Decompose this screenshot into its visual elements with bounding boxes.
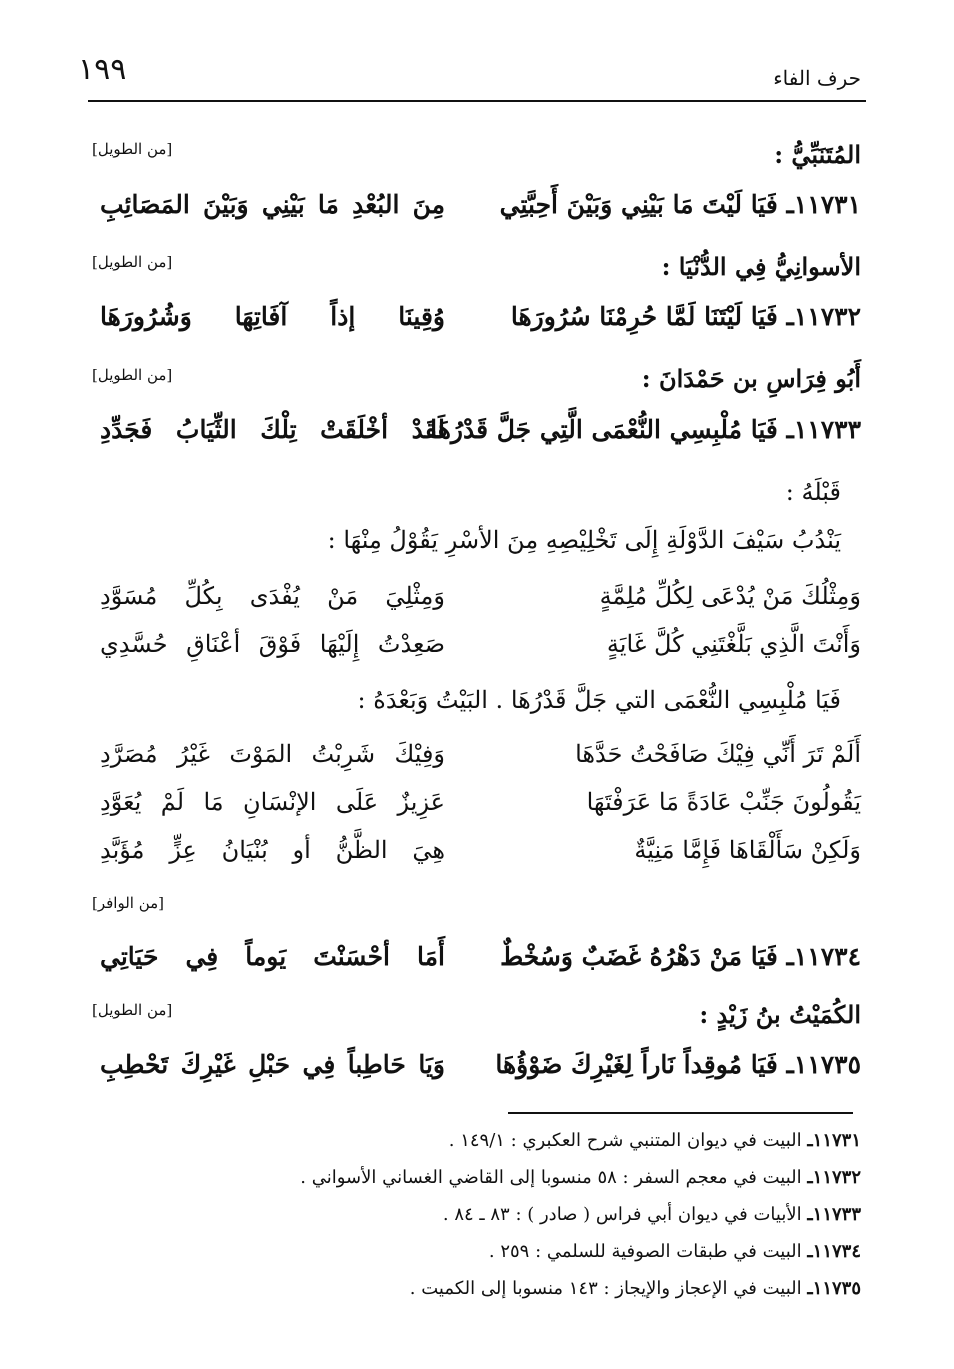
footnote-number: ١١٧٣٢ـ <box>807 1167 861 1188</box>
footnote <box>300 1167 861 1188</box>
context-verse-second: وَمِثْلِيَ مَنْ يُفْدَى بِكُلِّ مُسَوَّدِ <box>100 582 445 610</box>
verse-first-hemistich <box>430 415 861 444</box>
verse-number: ١١٧٣٥ـ <box>786 1050 861 1079</box>
verse-second-hemistich: وُقِينَا إذاً آفَاتِهَا وَشُرُورَهَا <box>100 302 445 331</box>
header-rule <box>88 100 866 102</box>
page-number: ١٩٩ <box>78 52 127 87</box>
context-verse-first: وَمِثْلُكَ مَنْ يُدْعَى لِكُلِّ مُلِمَّةٍ <box>599 582 861 610</box>
verse-first-hemistich <box>511 302 861 331</box>
hemistich-text: فَيَا مُوقِداً نَاراً لِغَيْرِكَ ضَوْؤُهَا <box>495 1050 778 1079</box>
context-verse-second: وَفِيْكَ شَرِبْتُ المَوْتَ غَيْرُ مُصَرَّدِ <box>100 740 445 768</box>
running-title: حرف الفاء <box>773 66 861 90</box>
footnote-separator <box>508 1112 853 1114</box>
hemistich-text: فَيَا مَنْ دَهْرُهُ غَضَبٌ وَسُخْطٌ <box>500 942 778 971</box>
verse-number: ١١٧٣٣ـ <box>786 415 861 444</box>
footnote-text: الأبيات في ديوان أبي فراس ( صادر ) : ٨٣ ـ ٨٤ . <box>442 1204 802 1225</box>
footnote-number: ١١٧٣٤ـ <box>807 1241 861 1262</box>
context-verse-first: وَلَكِنْ سَأَلْقَاهَا فَإِمَّا مَنِيَّةٌ <box>634 836 861 864</box>
context-verse-second: هِيَ الظَّنُّ أو بُنْيَانُ عِزٍّ مُؤَبَّدِ <box>100 836 445 864</box>
poet-name: الأسوانِيُّ فِي الدُّنْيَا : <box>661 252 861 281</box>
footnote-number: ١١٧٣٥ـ <box>807 1278 861 1299</box>
context-verse-first: وَأَنْتَ الَّذِي بَلَّغْتَنِي كُلَّ غَايَةٍ <box>606 630 861 658</box>
verse-second-hemistich: أَمَا أحْسَنْتَ يَوماً فِي حَيَاتِي <box>100 942 445 971</box>
after-label: فَيَا مُلْبِسِي النُّعْمَى التي جَلَّ قَدْرُهَا . البَيْتُ وَبَعْدَهُ : <box>357 686 841 714</box>
hemistich-text: فَيَا مُلْبِسِي النُّعْمَى الَّتِي جَلَّ قَدْرُهَا <box>430 415 778 444</box>
verse-number: ١١٧٣١ـ <box>786 190 861 219</box>
footnote <box>443 1204 861 1225</box>
verse-first-hemistich <box>500 190 861 219</box>
verse-first-hemistich <box>495 1050 861 1079</box>
verse-second-hemistich: لَقَدْ أخْلَقَتْ تِلْكَ الثِّيَابُ فَجَدِّدِ <box>100 415 445 444</box>
footnote-text: البيت في معجم السفر : ٥٨ منسوبا إلى القاضي الغساني الأسواني . <box>300 1167 802 1188</box>
before-label: قَبْلَهُ : <box>785 478 841 506</box>
context-verse-first: يَقُولُونَ جَنِّبْ عَادَةً مَا عَرَفْتَهَا <box>586 788 861 816</box>
poet-name: أَبُو فِرَاسِ بن حَمْدَانَ : <box>641 364 861 393</box>
context-verse-first: أَلَمْ تَرَ أَنِّي فِيْكَ صَافَحْتُ حَدَّهَا <box>575 740 861 768</box>
footnote <box>449 1130 861 1151</box>
intro-text: يَنْدُبُ سَيْفَ الدَّوْلَةِ إِلَى تَخْلِيْصِهِ مِنَ الأسْرِ يَقُوْلُ مِنْهَا : <box>327 526 841 554</box>
footnote <box>489 1241 861 1262</box>
meter-label: [من الطويل] <box>92 1001 173 1019</box>
meter-label: [من الطويل] <box>92 253 173 271</box>
verse-second-hemistich: وَيَا حَاطِباً فِي حَبْلِ غَيْرِكَ تَحْطِبِ <box>100 1050 445 1079</box>
poet-name: المُتَنَبِّيُّ : <box>774 140 861 169</box>
meter-label: [من الوافر] <box>92 894 165 912</box>
verse-number: ١١٧٣٤ـ <box>786 942 861 971</box>
footnote-text: البيت في طبقات الصوفية للسلمي : ٢٥٩ . <box>488 1241 802 1262</box>
footnote-number: ١١٧٣١ـ <box>807 1130 861 1151</box>
context-verse-second: عَزِيزٌ عَلَى الإنْسَانِ مَا لَمْ يُعَوَّدِ <box>100 788 445 816</box>
hemistich-text: فَيَا لَيْتَنَا لَمَّا حُرِمْنَا سُرُورَهَا <box>510 302 778 331</box>
footnote-text: البيت في ديوان المتنبي شرح العكبري : ١٤٩/١ . <box>448 1130 802 1151</box>
footnote <box>410 1278 861 1299</box>
verse-second-hemistich: مِنَ البُعْدِ مَا بَيْنِي وَبَيْنَ المَصَائِبِ <box>100 190 445 219</box>
verse-number: ١١٧٣٢ـ <box>786 302 861 331</box>
meter-label: [من الطويل] <box>92 140 173 158</box>
meter-label: [من الطويل] <box>92 366 173 384</box>
hemistich-text: فَيَا لَيْتَ مَا بَيْنِي وَبَيْنَ أَحِبَّتِي <box>499 190 778 219</box>
footnote-number: ١١٧٣٣ـ <box>807 1204 861 1225</box>
verse-first-hemistich <box>500 942 861 971</box>
context-verse-second: صَعِدْتُ إِلَيْهَا فَوْقَ أعْنَاقِ حُسَّدِي <box>100 630 445 658</box>
poet-name: الكُمَيْتُ بنُ زَيْدٍ : <box>699 1000 861 1029</box>
footnote-text: البيت في الإعجاز والإيجاز : ١٤٣ منسوبا إلى الكميت . <box>409 1278 802 1299</box>
